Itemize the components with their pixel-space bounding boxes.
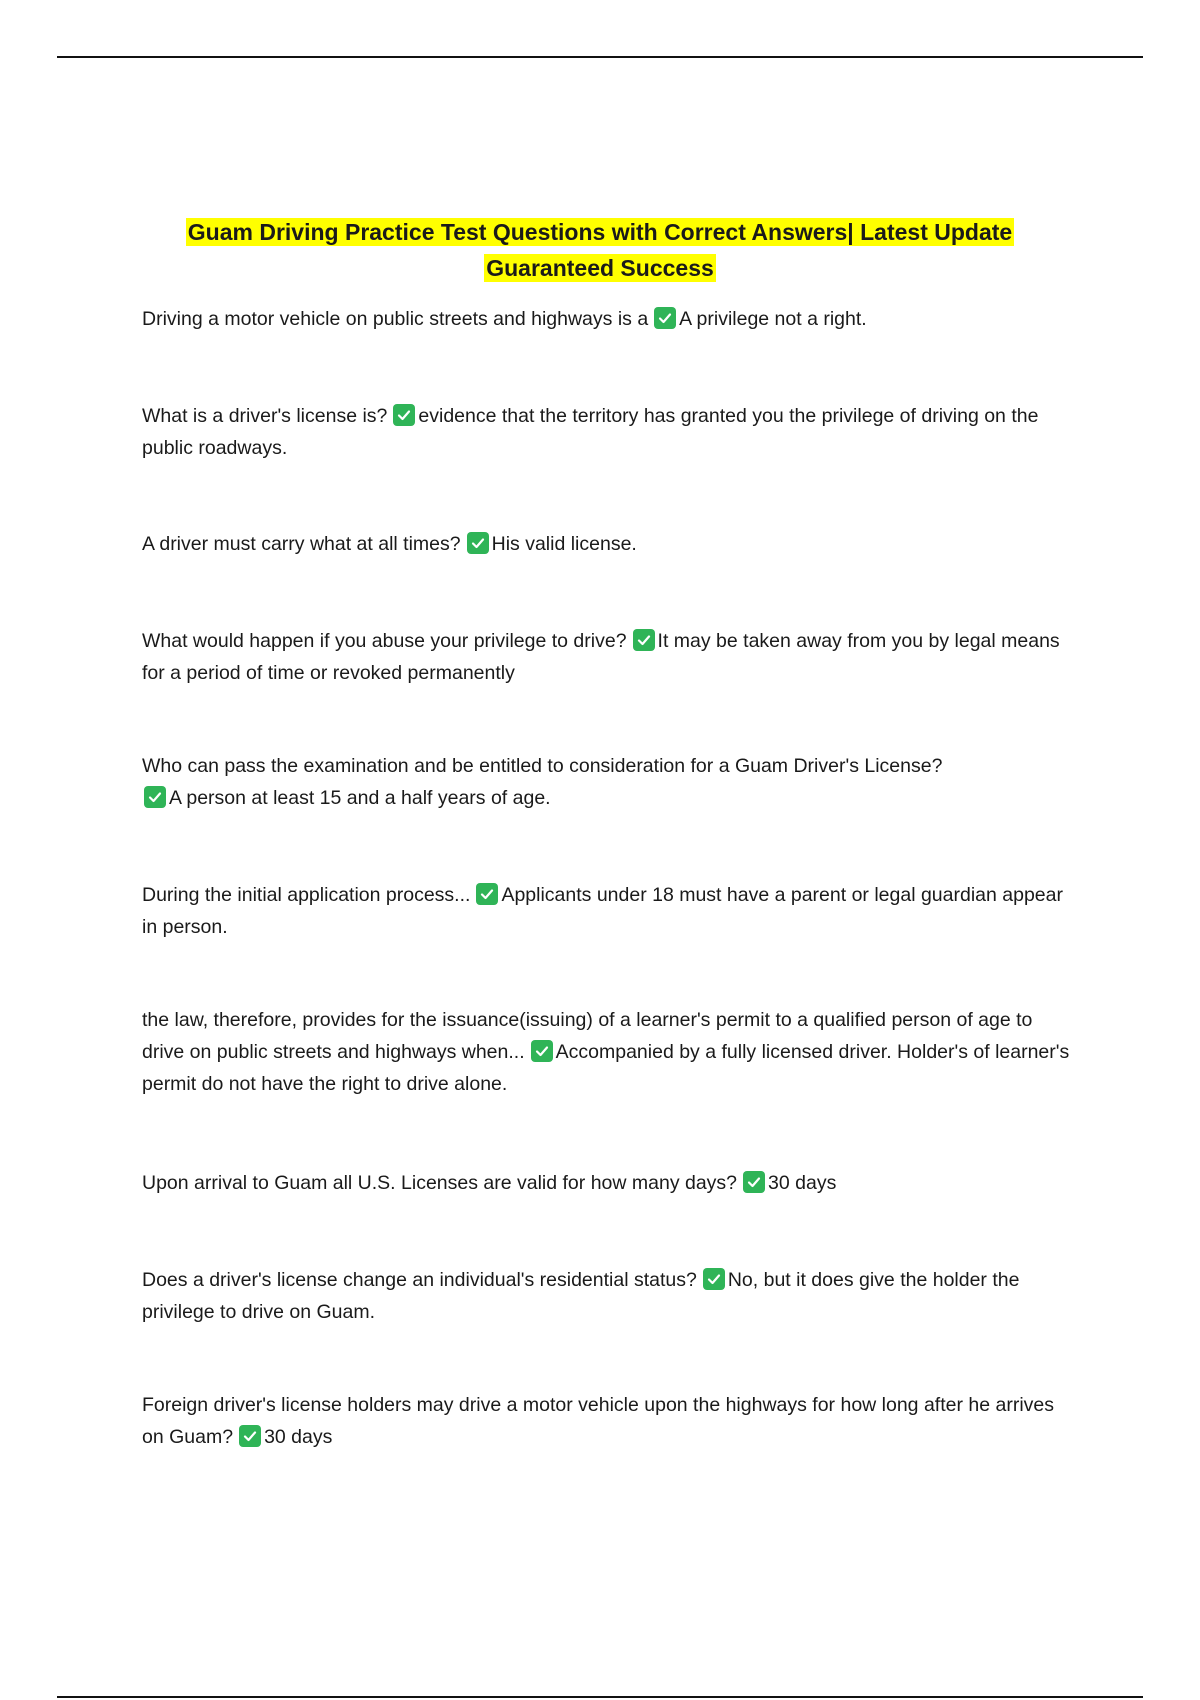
qa-item [142, 1167, 1072, 1199]
question-text: A driver must carry what at all times? [142, 533, 461, 555]
answer-text: His valid license. [491, 533, 637, 555]
answer-text: It may be taken away from you by legal means for a period of time or revoked permanently [142, 630, 1060, 684]
page-top-rule [57, 56, 1143, 58]
title-line-1: Guam Driving Practice Test Questions with Correct Answers| Latest Update [187, 219, 1013, 245]
title-line-2: Guaranteed Success [486, 255, 714, 281]
check-mark-icon [476, 883, 498, 905]
check-mark-icon [144, 786, 166, 808]
qa-item [142, 1004, 1072, 1100]
check-mark-icon [467, 532, 489, 554]
answer-text: Accompanied by a fully licensed driver. Holder's of learner's permit do not have the right to drive alone. [142, 1041, 1070, 1095]
answer-text: 30 days [264, 1426, 333, 1448]
check-mark-icon [654, 307, 676, 329]
answer-text: A privilege not a right. [679, 308, 867, 330]
question-text: the law, therefore, provides for the issuance(issuing) of a learner's permit to a qualified person of age to drive on public streets and highways when... [142, 1009, 1033, 1063]
qa-item [142, 303, 1072, 335]
answer-text: A person at least 15 and a half years of age. [169, 787, 551, 809]
qa-item [142, 528, 1072, 560]
question-text: What is a driver's license is? [142, 405, 388, 427]
check-mark-icon [743, 1171, 765, 1193]
qa-item [142, 750, 1072, 814]
question-text: What would happen if you abuse your privilege to drive? [142, 630, 627, 652]
qa-item [142, 1264, 1072, 1328]
document-title [100, 214, 1100, 286]
question-text: Who can pass the examination and be entitled to consideration for a Guam Driver's License? [142, 755, 943, 777]
question-text: Foreign driver's license holders may drive a motor vehicle upon the highways for how long after he arrives on Guam? [142, 1394, 1054, 1448]
question-text: Upon arrival to Guam all U.S. Licenses are valid for how many days? [142, 1172, 738, 1194]
check-mark-icon [393, 404, 415, 426]
question-text: During the initial application process... [142, 884, 471, 906]
qa-item [142, 625, 1072, 689]
answer-text: evidence that the territory has granted you the privilege of driving on the public roadways. [142, 405, 1039, 459]
check-mark-icon [239, 1425, 261, 1447]
qa-item [142, 879, 1072, 943]
qa-item [142, 1389, 1072, 1453]
question-text: Driving a motor vehicle on public streets and highways is a [142, 308, 649, 330]
answer-text: No, but it does give the holder the privilege to drive on Guam. [142, 1269, 1020, 1323]
qa-item [142, 400, 1072, 464]
answer-text: Applicants under 18 must have a parent or legal guardian appear in person. [142, 884, 1063, 938]
check-mark-icon [531, 1040, 553, 1062]
answer-text: 30 days [768, 1172, 837, 1194]
question-text: Does a driver's license change an individual's residential status? [142, 1269, 697, 1291]
check-mark-icon [703, 1268, 725, 1290]
check-mark-icon [633, 629, 655, 651]
page-bottom-rule [57, 1696, 1143, 1698]
